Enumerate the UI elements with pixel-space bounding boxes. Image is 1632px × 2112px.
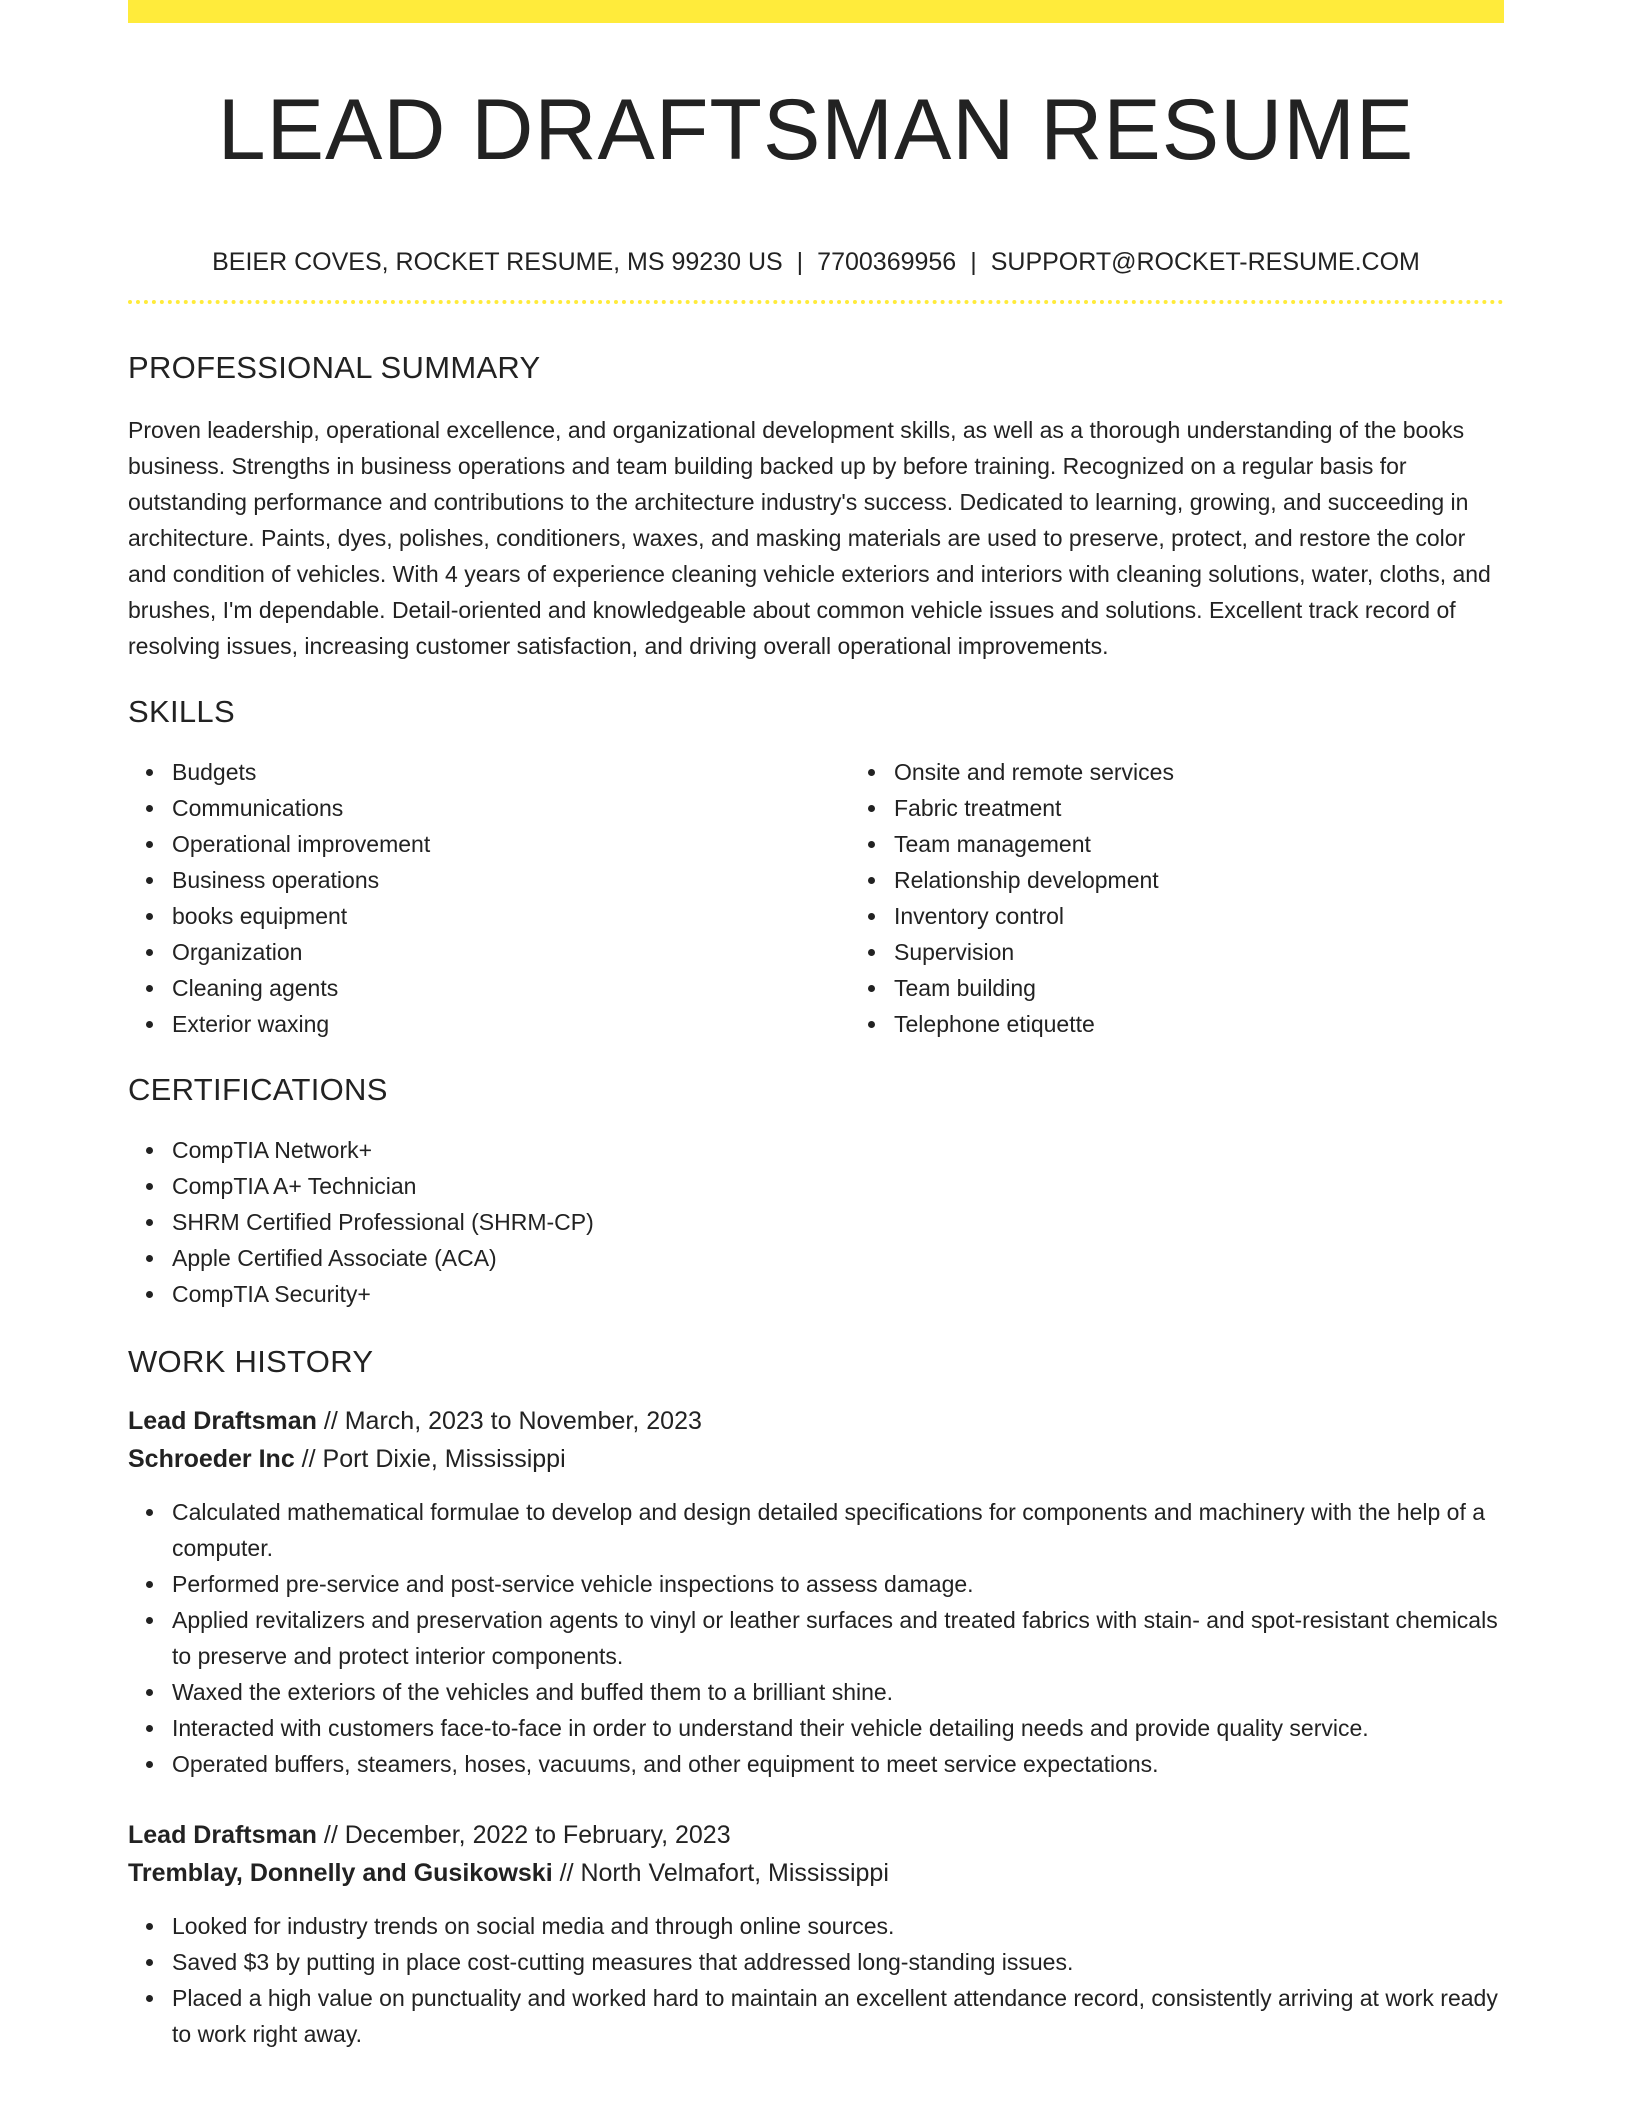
- skill-item: Operational improvement: [172, 826, 850, 862]
- contact-line: [128, 246, 1504, 278]
- job-duty-item: Operated buffers, steamers, hoses, vacuums, and other equipment to meet service expectations.: [172, 1746, 1504, 1782]
- skill-item: books equipment: [172, 898, 850, 934]
- job-duties-list: [128, 1494, 1504, 1782]
- job-location: // North Velmafort, Mississippi: [552, 1859, 889, 1887]
- skill-item: Exterior waxing: [172, 1006, 850, 1042]
- skill-item: Onsite and remote services: [894, 754, 1572, 790]
- job-title: Lead Draftsman: [128, 1407, 317, 1435]
- skill-item: Cleaning agents: [172, 970, 850, 1006]
- work-history-heading: WORK HISTORY: [128, 1344, 374, 1379]
- job-duty-item: Waxed the exteriors of the vehicles and buffed them to a brilliant shine.: [172, 1674, 1504, 1710]
- skills-list-right: [850, 754, 1572, 1042]
- summary-text: Proven leadership, operational excellence, and organizational development skills, as well as a thorough understanding of the books business. Strengths in business operations and team building backed up by before training. Recognized on a regular basis for outstanding performance and contributions to the architecture industry's success. Dedicated to learning, growing, and succeeding in architecture. Paints, dyes, polishes, conditioners, waxes, and masking materials are used to preserve, protect, and restore the color and condition of vehicles. With 4 years of experience cleaning vehicle exteriors and interiors with cleaning solutions, water, cloths, and brushes, I'm dependable. Detail-oriented and knowledgeable about common vehicle issues and solutions. Excellent track record of resolving issues, increasing customer satisfaction, and driving overall operational improvements.: [128, 417, 1491, 659]
- skill-item: Telephone etiquette: [894, 1006, 1572, 1042]
- skill-item: Team building: [894, 970, 1572, 1006]
- job-company: Tremblay, Donnelly and Gusikowski: [128, 1859, 553, 1887]
- skill-item: Supervision: [894, 934, 1572, 970]
- job-dates: // March, 2023 to November, 2023: [316, 1407, 702, 1435]
- skills-heading: SKILLS: [128, 694, 235, 729]
- job-duty-item: Interacted with customers face-to-face in order to understand their vehicle detailing needs and provide quality service.: [172, 1710, 1504, 1746]
- job-duty-item: Applied revitalizers and preservation agents to vinyl or leather surfaces and treated fabrics with stain- and spot-resistant chemicals to preserve and protect interior components.: [172, 1602, 1504, 1674]
- contact-email[interactable]: SUPPORT@ROCKET-RESUME.COM: [990, 248, 1420, 276]
- contact-phone[interactable]: 7700369956: [817, 248, 957, 276]
- certification-item: SHRM Certified Professional (SHRM-CP): [172, 1204, 1504, 1240]
- job-location: // Port Dixie, Mississippi: [294, 1445, 566, 1473]
- certification-item: CompTIA A+ Technician: [172, 1168, 1504, 1204]
- certification-item: CompTIA Security+: [172, 1276, 1504, 1312]
- job-dates: // December, 2022 to February, 2023: [316, 1821, 731, 1849]
- skill-item: Budgets: [172, 754, 850, 790]
- contact-separator: |: [970, 248, 977, 276]
- job-duty-item: Placed a high value on punctuality and worked hard to maintain an excellent attendance record, consistently arriving at work ready to work right away.: [172, 1980, 1504, 2052]
- resume-content: [128, 0, 1504, 2052]
- job-duty-item: Looked for industry trends on social media and through online sources.: [172, 1908, 1504, 1944]
- job-title-line: [128, 1402, 1504, 1440]
- resume-title: LEAD DRAFTSMAN RESUME: [217, 82, 1415, 178]
- job-title: Lead Draftsman: [128, 1821, 317, 1849]
- summary-heading: PROFESSIONAL SUMMARY: [128, 350, 541, 385]
- certification-item: Apple Certified Associate (ACA): [172, 1240, 1504, 1276]
- certifications-heading: CERTIFICATIONS: [128, 1072, 388, 1107]
- skill-item: Organization: [172, 934, 850, 970]
- job-duties-list: [128, 1908, 1504, 2052]
- skill-item: Communications: [172, 790, 850, 826]
- job-duty-item: Calculated mathematical formulae to develop and design detailed specifications for components and machinery with the help of a computer.: [172, 1494, 1504, 1566]
- job-company-line: [128, 1440, 1504, 1478]
- contact-separator: |: [796, 248, 804, 276]
- skill-item: Relationship development: [894, 862, 1572, 898]
- dotted-divider: [128, 300, 1504, 304]
- certification-item: CompTIA Network+: [172, 1132, 1504, 1168]
- job-company: Schroeder Inc: [128, 1445, 295, 1473]
- skill-item: Fabric treatment: [894, 790, 1572, 826]
- contact-address: BEIER COVES, ROCKET RESUME, MS 99230 US: [212, 248, 783, 276]
- skill-item: Team management: [894, 826, 1572, 862]
- skill-item: Business operations: [172, 862, 850, 898]
- job-title-line: [128, 1816, 1504, 1854]
- skill-item: Inventory control: [894, 898, 1572, 934]
- job-duty-item: Saved $3 by putting in place cost-cutting measures that addressed long-standing issues.: [172, 1944, 1504, 1980]
- skills-columns: [128, 754, 1504, 1042]
- job-company-line: [128, 1854, 1504, 1892]
- skills-list-left: [128, 754, 850, 1042]
- certifications-list: [128, 1132, 1504, 1312]
- job-duty-item: Performed pre-service and post-service vehicle inspections to assess damage.: [172, 1566, 1504, 1602]
